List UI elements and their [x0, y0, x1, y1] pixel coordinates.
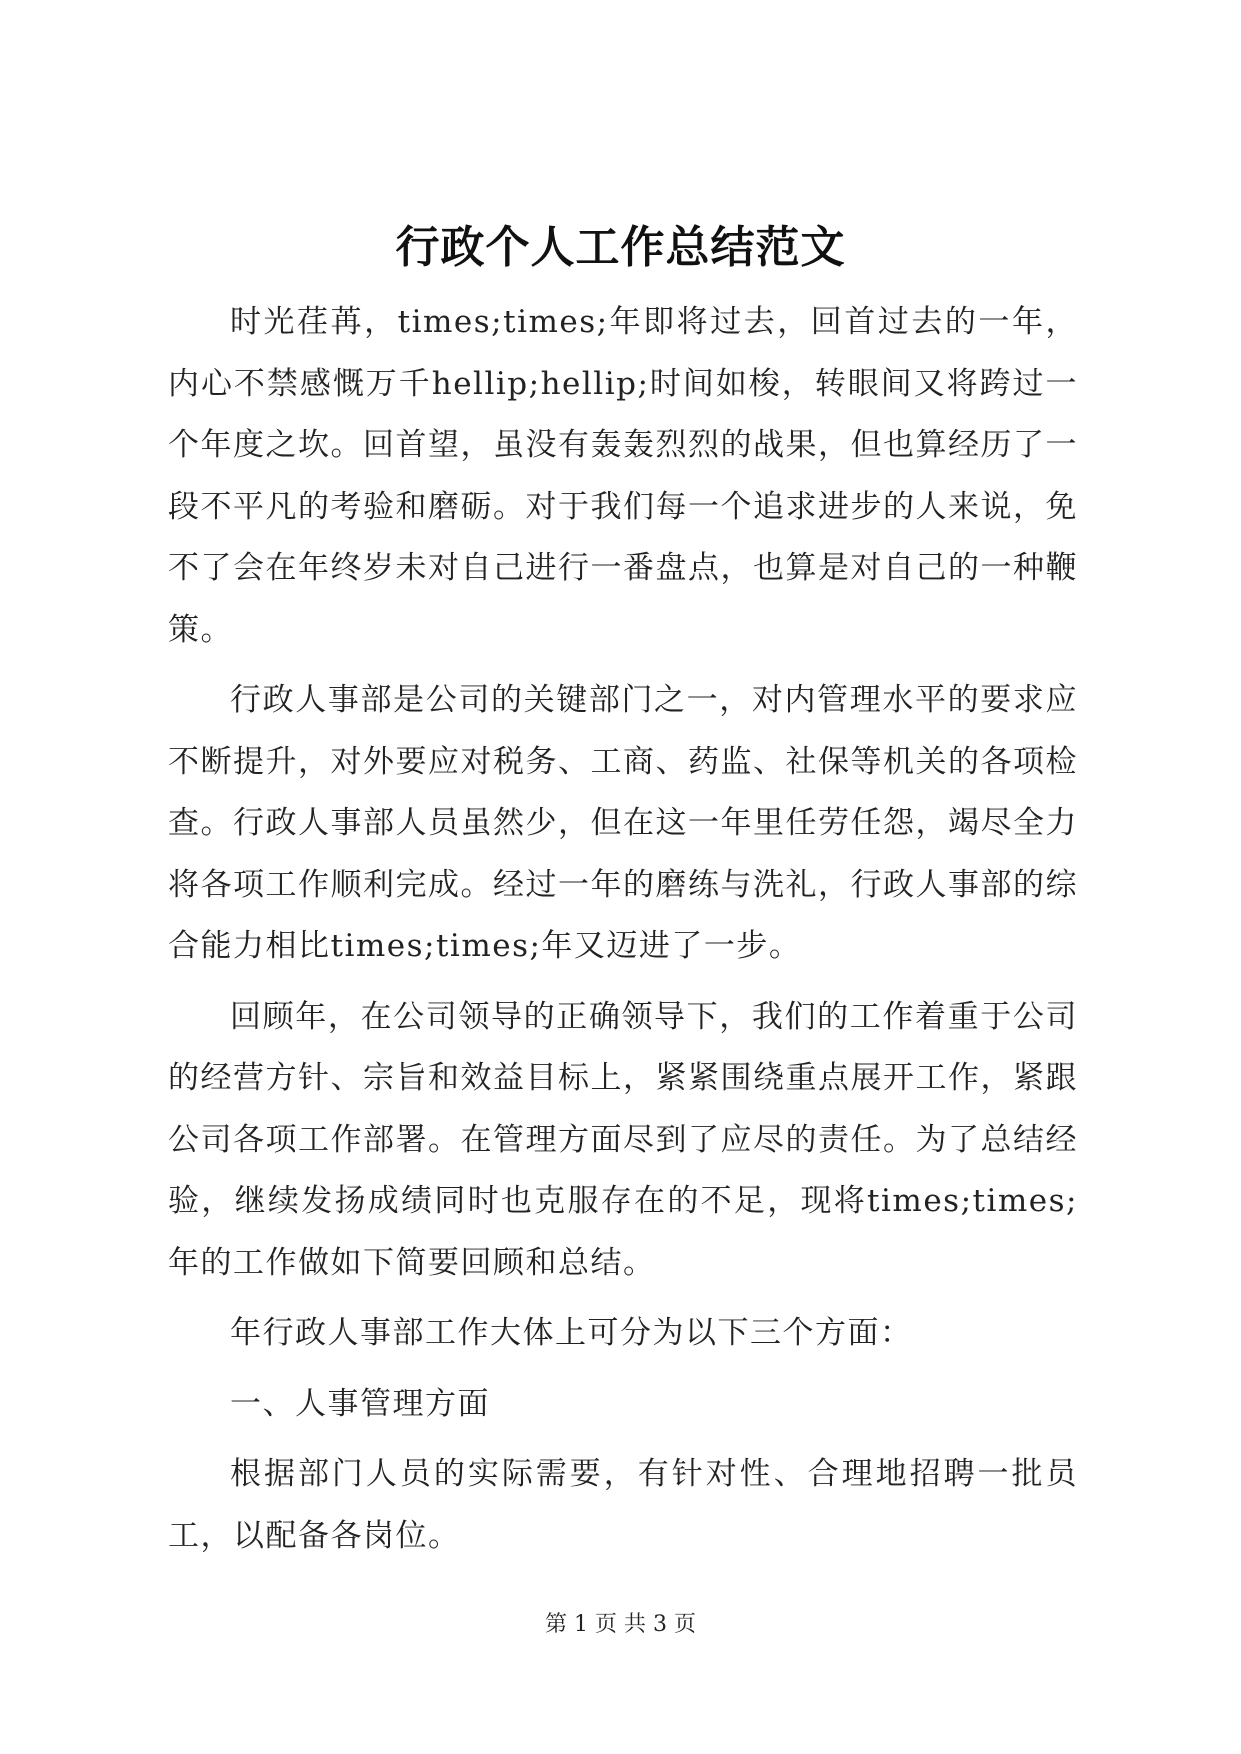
paragraph-year-review: 回顾年，在公司领导的正确领导下，我们的工作着重于公司的经营方针、宗旨和效益目标上，紧紧围绕重点展开工作，紧跟公司各项工作部署。在管理方面尽到了应尽的责任。为了总结经验，继续发扬成绩同时也克服存在的不足，现将times;times;年的工作做如下简要回顾和总结。 — [168, 998, 1078, 1281]
paragraph-intro: 时光荏苒，times;times;年即将过去，回首过去的一年，内心不禁感慨万千hellip;hellip;时间如梭，转眼间又将跨过一个年度之坎。回首望，虽没有轰轰烈烈的战果，但也算经历了一段不平凡的考验和磨砺。对于我们每一个追求进步的人来说，免不了会在年终岁未对自己进行一番盘点，也算是对自己的一种鞭策。 — [168, 304, 1078, 648]
section-heading-hr-management: 一、人事管理方面 — [230, 1385, 490, 1422]
document-title: 行政个人工作总结范文 — [395, 222, 846, 273]
page-number-footer: 第 1 页 共 3 页 — [545, 1612, 696, 1637]
paragraph-department-overview: 行政人事部是公司的关键部门之一，对内管理水平的要求应不断提升，对外要应对税务、工商、药监、社保等机关的各项检查。行政人事部人员虽然少，但在这一年里任劳任怨，竭尽全力将各项工作顺利完成。经过一年的磨练与洗礼，行政人事部的综合能力相比times;times;年又迈进了一步。 — [168, 682, 1078, 964]
document-body — [168, 292, 1078, 1567]
paragraph-work-areas: 年行政人事部工作大体上可分为以下三个方面： — [230, 1315, 913, 1351]
paragraph-recruitment: 根据部门人员的实际需要，有针对性、合理地招聘一批员工，以配备各岗位。 — [168, 1456, 1078, 1554]
